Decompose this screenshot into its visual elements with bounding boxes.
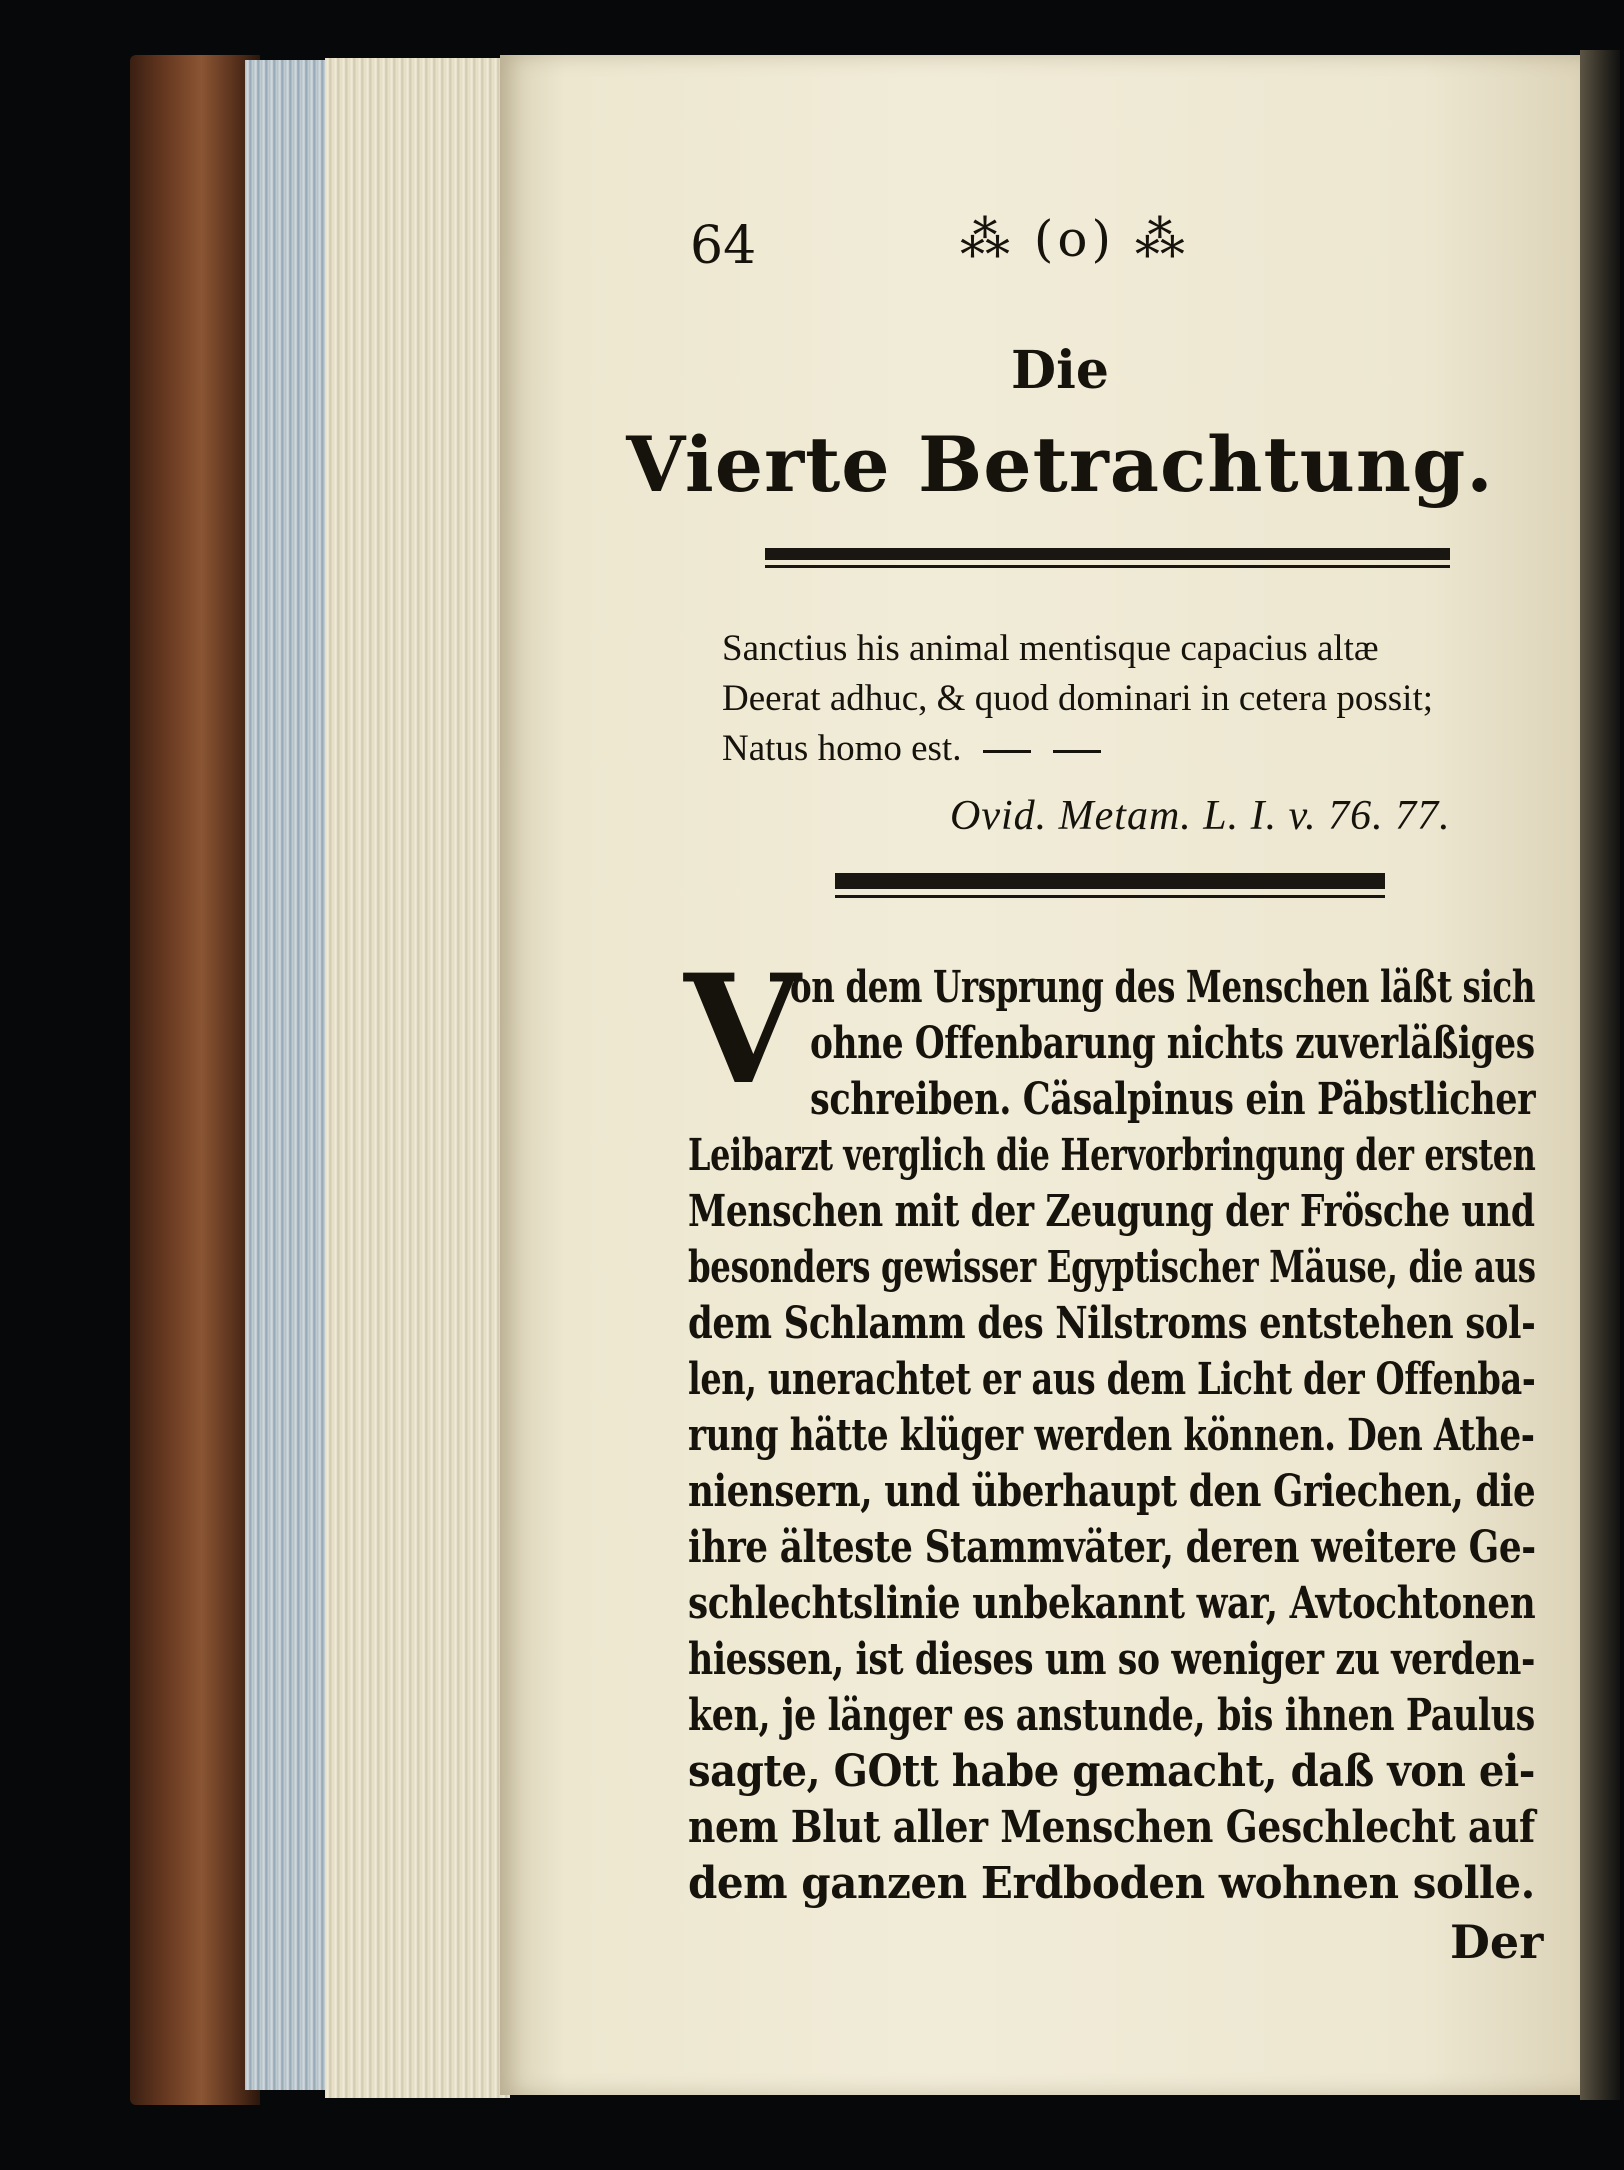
body-line: dem ganzen Erdboden wohnen solle. [688, 1858, 1535, 1909]
body-line: on dem Ursprung des Menschen läßt sich [790, 962, 1536, 1013]
epigraph-line-3 [722, 727, 1101, 770]
body-line: len, unerachtet er aus dem Licht der Offenba- [688, 1354, 1536, 1405]
header-ornament: ⁂ (o) ⁂ [960, 210, 1189, 268]
epigraph-line-2: Deerat adhuc, & quod dominari in cetera possit; [722, 678, 1434, 719]
page-number: 64 [690, 216, 757, 276]
epigraph-line-3-text: Natus homo est. [722, 728, 962, 769]
drop-cap: V [684, 942, 801, 1118]
body-line: niensern, und überhaupt den Griechen, die [688, 1466, 1536, 1517]
body-line: nem Blut aller Menschen Geschlecht auf [688, 1802, 1535, 1853]
body-line: Leibarzt verglich die Hervorbringung der ersten [688, 1130, 1536, 1181]
body-line: Menschen mit der Zeugung der Frösche und [688, 1186, 1535, 1237]
chapter-title: Vierte Betrachtung. [626, 420, 1494, 509]
epigraph-citation: Ovid. Metam. L. I. v. 76. 77. [950, 793, 1451, 839]
catchword: Der [1450, 1915, 1544, 1969]
body-line: rung hätte klüger werden können. Den Athe- [688, 1410, 1535, 1461]
epigraph-dash [983, 750, 1031, 753]
chapter-title-prefix: Die [1011, 340, 1109, 401]
epigraph-rule-thin [835, 895, 1385, 898]
body-line: besonders gewisser Egyptischer Mäuse, die aus [688, 1242, 1536, 1293]
body-line: schlechtslinie unbekannt war, Avtochtonen [688, 1578, 1536, 1629]
running-head [680, 208, 1560, 288]
body-line: ohne Offenbarung nichts zuverläßiges [810, 1018, 1535, 1069]
body-line: ken, je länger es anstunde, bis ihnen Paulus [688, 1690, 1535, 1741]
body-line: hiessen, ist dieses um so weniger zu verden- [688, 1634, 1536, 1685]
epigraph-dash [1053, 750, 1101, 753]
epigraph-line-1: Sanctius his animal mentisque capacius altæ [722, 628, 1379, 669]
body-line: sagte, GOtt habe gemacht, daß von ei- [688, 1746, 1536, 1797]
title-rule-thin [765, 565, 1450, 568]
body-line: schreiben. Cäsalpinus ein Päbstlicher [810, 1074, 1536, 1125]
title-rule-thick [765, 548, 1450, 560]
body-line: dem Schlamm des Nilstroms entstehen sol- [688, 1298, 1536, 1349]
epigraph-rule-thick [835, 873, 1385, 889]
body-line: ihre älteste Stammväter, deren weitere Ge- [688, 1522, 1536, 1573]
